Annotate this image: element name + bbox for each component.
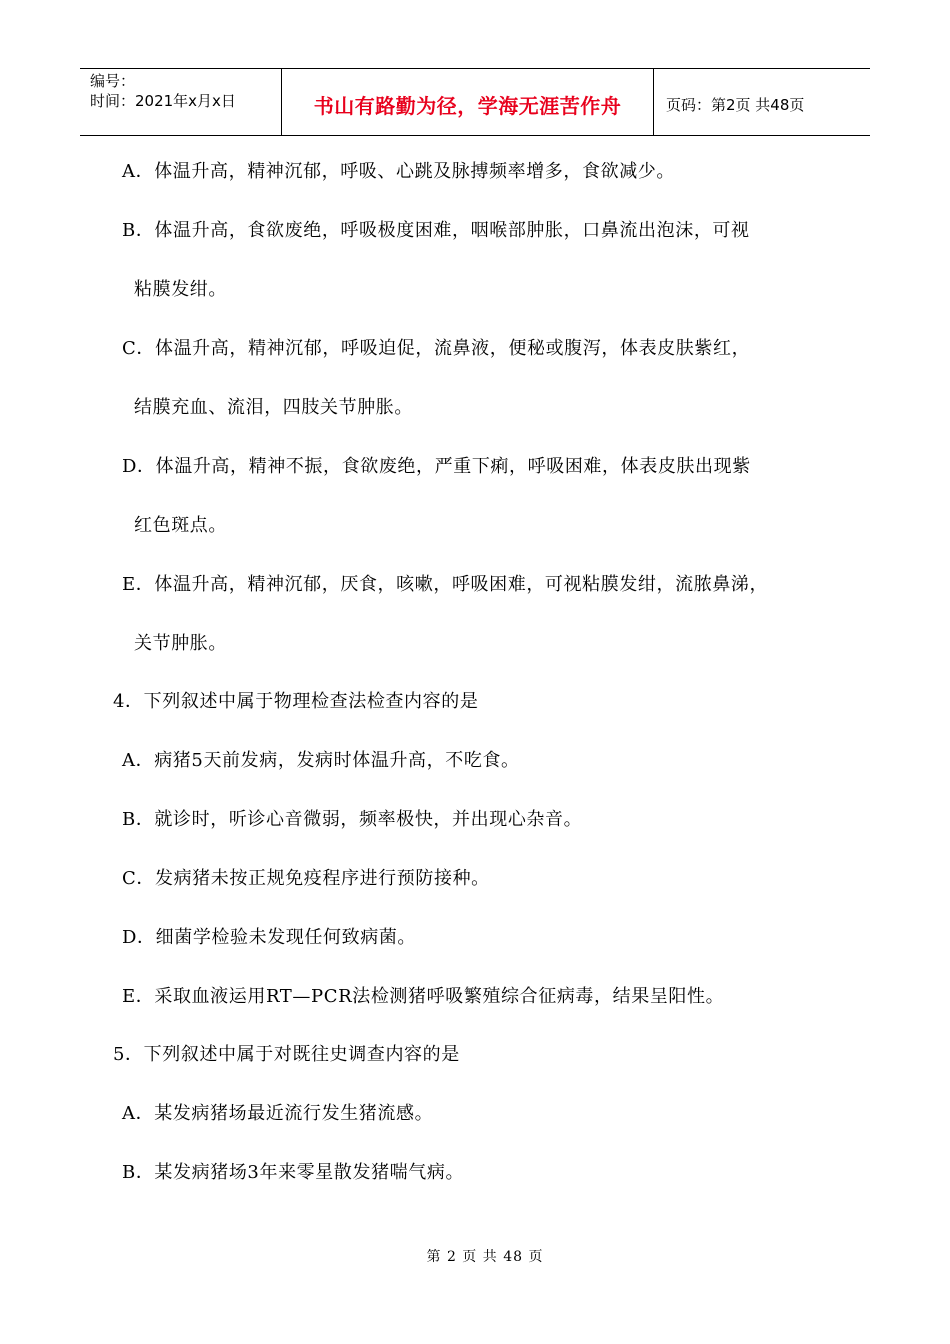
option-continuation: 红色斑点。	[134, 515, 227, 536]
option-line: B．就诊时，听诊心音微弱，频率极快，并出现心杂音。	[122, 809, 583, 830]
question-line: 4．下列叙述中属于物理检查法检查内容的是	[113, 691, 479, 712]
header-meta	[80, 69, 282, 135]
option-line: A．病猪5天前发病，发病时体温升高，不吃食。	[122, 750, 520, 771]
option-line: D．细菌学检验未发现任何致病菌。	[122, 927, 417, 948]
option-line: C．发病猪未按正规免疫程序进行预防接种。	[122, 868, 490, 889]
document-date: 时间：2021年x月x日	[90, 92, 236, 110]
option-line: A．体温升高，精神沉郁，呼吸、心跳及脉搏频率增多，食欲减少。	[122, 161, 675, 182]
option-continuation: 关节肿胀。	[134, 633, 227, 654]
page-footer: 第 2 页 共 48 页	[426, 1249, 544, 1265]
option-line: B．某发病猪场3年来零星散发猪喘气病。	[122, 1162, 465, 1183]
option-line: A．某发病猪场最近流行发生猪流感。	[122, 1103, 434, 1124]
document-header	[80, 68, 870, 136]
option-continuation: 粘膜发绀。	[134, 279, 227, 300]
header-motto: 书山有路勤为径，学海无涯苦作舟	[313, 93, 622, 118]
option-line: E．采取血液运用RT—PCR法检测猪呼吸繁殖综合征病毒，结果呈阳性。	[122, 986, 725, 1007]
option-line: B．体温升高，食欲废绝，呼吸极度困难，咽喉部肿胀，口鼻流出泡沫，可视	[122, 220, 750, 241]
option-continuation: 结膜充血、流泪，四肢关节肿胀。	[134, 397, 413, 418]
question-line: 5．下列叙述中属于对既往史调查内容的是	[113, 1044, 460, 1065]
option-line: C．体温升高，精神沉郁，呼吸迫促，流鼻液，便秘或腹泻，体表皮肤紫红，	[122, 338, 751, 359]
option-line: E．体温升高，精神沉郁，厌食，咳嗽，呼吸困难，可视粘膜发绀，流脓鼻涕，	[122, 574, 769, 595]
header-page-info-cell	[654, 69, 870, 135]
option-line: D．体温升高，精神不振，食欲废绝，严重下痢，呼吸困难，体表皮肤出现紫	[122, 456, 751, 477]
header-motto-cell	[282, 69, 654, 135]
header-page-info: 页码：第2页 共48页	[666, 95, 805, 114]
document-number-label: 编号：	[90, 72, 136, 90]
